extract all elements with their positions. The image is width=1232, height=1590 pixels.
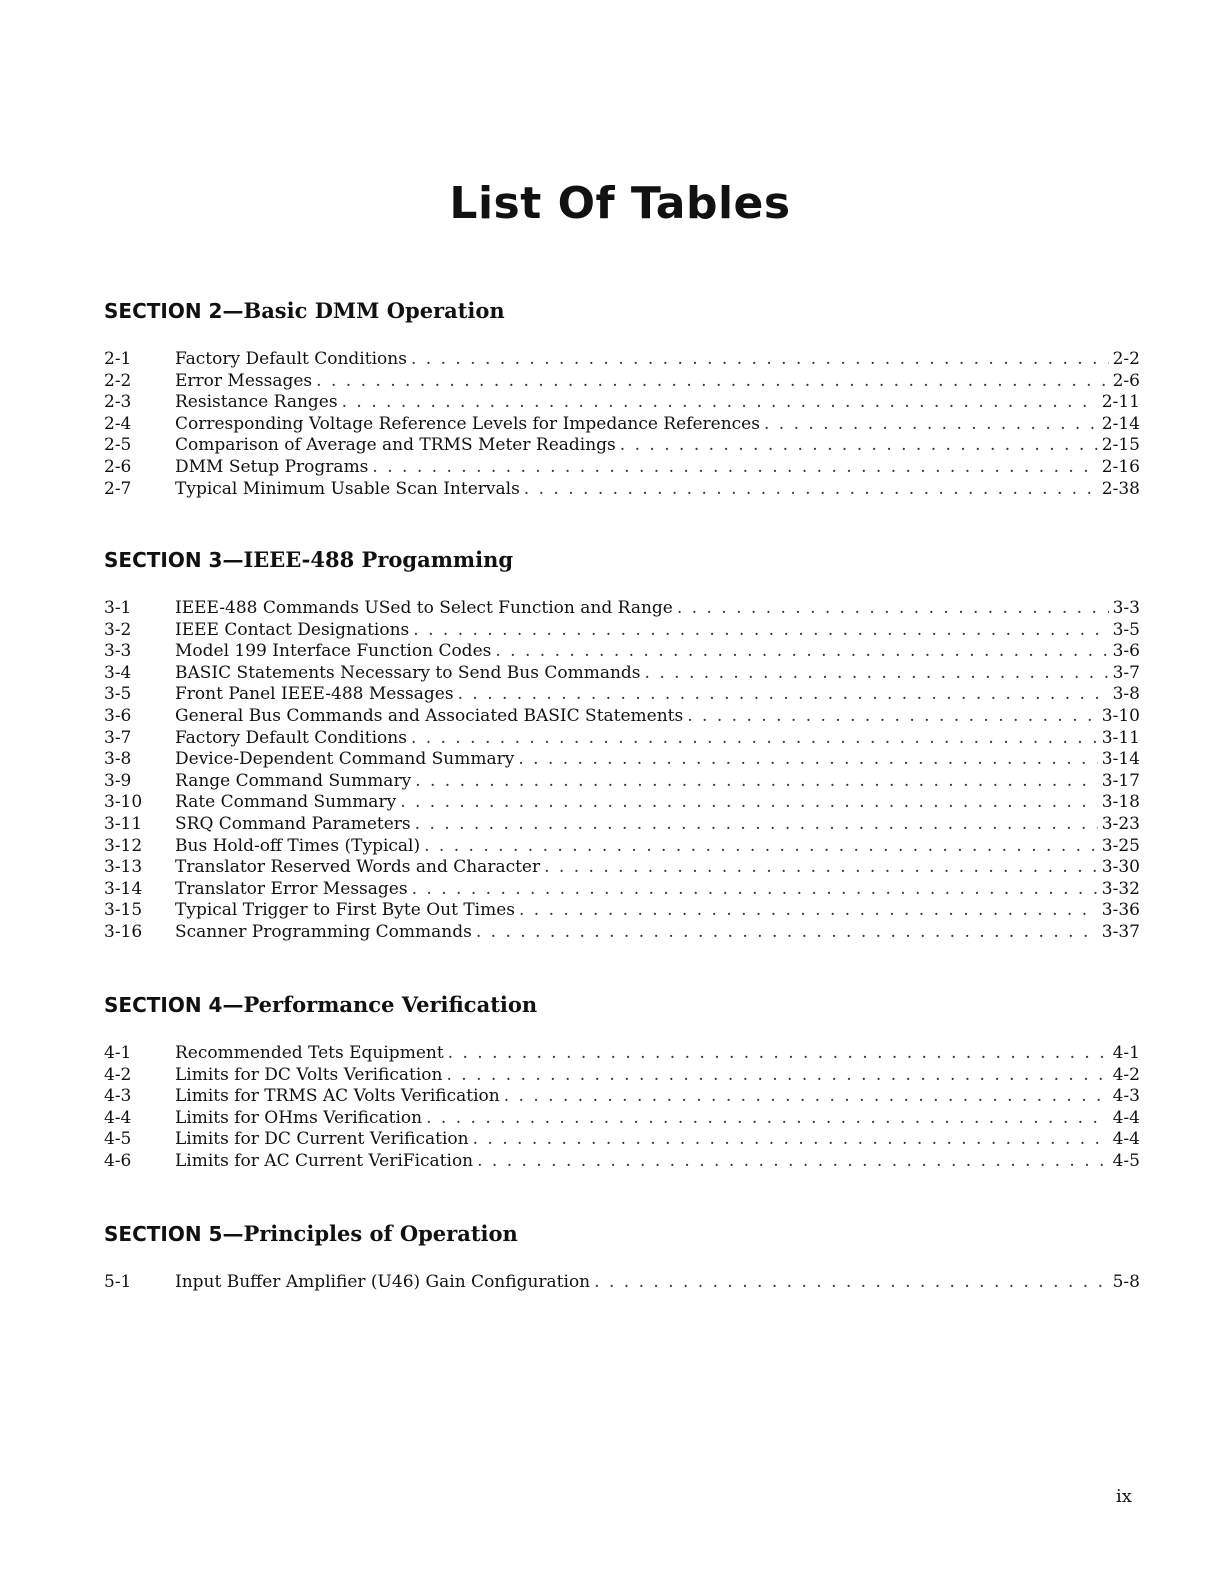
entry-page: 4-5 xyxy=(1112,1150,1140,1171)
entry-number: 4-1 xyxy=(104,1043,132,1063)
entry-number: 2-1 xyxy=(104,349,132,369)
entry-title: General Bus Commands and Associated BASIC Statements xyxy=(175,705,684,726)
toc-entry[interactable] xyxy=(104,836,1140,858)
section-2 xyxy=(104,298,1140,500)
toc-entry[interactable] xyxy=(104,728,1140,750)
entry-title: Resistance Ranges xyxy=(175,392,338,413)
section-5 xyxy=(104,1221,1140,1294)
entry-title: Scanner Programming Commands xyxy=(175,921,472,942)
toc-entry[interactable] xyxy=(104,900,1140,922)
section-heading xyxy=(104,992,1140,1017)
entry-page: 3-3 xyxy=(1112,598,1140,618)
dot-leader xyxy=(620,435,1098,457)
toc-list xyxy=(104,349,1140,500)
entry-number: 4-5 xyxy=(104,1129,132,1150)
entry-number: 3-15 xyxy=(104,900,143,921)
entry-title: Limits for OHms Verification xyxy=(175,1107,423,1128)
entry-number: 3-3 xyxy=(104,641,132,662)
entry-page: 3-8 xyxy=(1112,684,1140,705)
entry-page: 3-17 xyxy=(1101,770,1140,791)
entry-title: Input Buffer Amplifier (U46) Gain Configuration xyxy=(175,1272,591,1292)
dot-leader xyxy=(473,1129,1109,1151)
entry-page: 4-2 xyxy=(1112,1064,1140,1085)
entry-number: 2-7 xyxy=(104,478,132,499)
entry-title: Translator Error Messages xyxy=(175,878,408,899)
entry-title: Limits for DC Volts Verification xyxy=(175,1064,443,1085)
entry-page: 3-23 xyxy=(1101,813,1140,834)
entry-page: 3-30 xyxy=(1101,857,1140,878)
entry-number: 4-6 xyxy=(104,1150,132,1171)
entry-title: Device-Dependent Command Summary xyxy=(175,749,515,770)
dot-leader xyxy=(426,1108,1109,1130)
entry-title: Typical Trigger to First Byte Out Times xyxy=(175,900,515,921)
dot-leader xyxy=(372,457,1097,479)
entry-title: Limits for TRMS AC Volts Verification xyxy=(175,1086,500,1107)
dot-leader xyxy=(424,836,1098,858)
dot-leader xyxy=(524,479,1098,501)
entry-title: Model 199 Interface Function Codes xyxy=(175,641,492,662)
dot-leader xyxy=(645,663,1109,685)
entry-page: 3-6 xyxy=(1112,641,1140,662)
entry-page: 4-4 xyxy=(1112,1129,1140,1150)
entry-page: 2-15 xyxy=(1101,435,1140,456)
entry-page: 2-6 xyxy=(1112,370,1140,391)
entry-number: 2-3 xyxy=(104,392,132,413)
entry-number: 2-5 xyxy=(104,435,132,456)
toc-entry[interactable] xyxy=(104,1129,1140,1151)
toc-entry[interactable] xyxy=(104,749,1140,771)
section-name: —Principles of Operation xyxy=(222,1221,518,1246)
toc-entry[interactable] xyxy=(104,392,1140,414)
entry-number: 3-13 xyxy=(104,857,143,878)
toc-entry[interactable] xyxy=(104,414,1140,436)
dot-leader xyxy=(458,684,1109,706)
dot-leader xyxy=(519,900,1098,922)
entry-title: Limits for DC Current Verification xyxy=(175,1129,469,1150)
entry-number: 3-5 xyxy=(104,684,132,705)
section-label: SECTION 2 xyxy=(104,299,223,323)
toc-entry[interactable] xyxy=(104,771,1140,793)
entry-number: 3-11 xyxy=(104,813,143,834)
entry-page: 3-18 xyxy=(1101,792,1140,813)
entry-title: Typical Minimum Usable Scan Intervals xyxy=(175,478,520,499)
entry-title: IEEE Contact Designations xyxy=(175,619,410,640)
entry-page: 3-7 xyxy=(1112,662,1140,683)
toc-entry[interactable] xyxy=(104,435,1140,457)
entry-number: 3-2 xyxy=(104,619,132,640)
entry-title: Recommended Tets Equipment xyxy=(175,1043,444,1063)
dot-leader xyxy=(412,879,1098,901)
entry-number: 3-16 xyxy=(104,921,143,942)
toc-list xyxy=(104,1043,1140,1173)
dot-leader xyxy=(687,706,1098,728)
entry-number: 4-4 xyxy=(104,1107,132,1128)
dot-leader xyxy=(477,1151,1108,1173)
entry-number: 3-7 xyxy=(104,727,132,748)
entry-page: 3-36 xyxy=(1101,900,1140,921)
toc-entry[interactable] xyxy=(104,663,1140,685)
entry-title: Rate Command Summary xyxy=(175,792,397,813)
entry-page: 4-1 xyxy=(1112,1043,1140,1063)
section-4 xyxy=(104,992,1140,1173)
entry-page: 5-8 xyxy=(1112,1272,1140,1292)
entry-number: 3-12 xyxy=(104,835,143,856)
entry-page: 3-37 xyxy=(1101,921,1140,942)
toc-entry[interactable] xyxy=(104,1108,1140,1130)
dot-leader xyxy=(764,414,1098,436)
toc-entry[interactable] xyxy=(104,1151,1140,1173)
dot-leader xyxy=(415,814,1098,836)
entry-page: 2-11 xyxy=(1101,392,1140,413)
toc-list xyxy=(104,598,1140,944)
dot-leader xyxy=(316,371,1108,393)
toc-entry[interactable] xyxy=(104,1086,1140,1108)
toc-entry[interactable] xyxy=(104,620,1140,642)
section-label: SECTION 5 xyxy=(104,1222,223,1246)
entry-title: Error Messages xyxy=(175,370,313,391)
toc-entry[interactable] xyxy=(104,349,1140,371)
entry-page: 3-14 xyxy=(1101,749,1140,770)
dot-leader xyxy=(342,392,1098,414)
entry-number: 3-14 xyxy=(104,878,143,899)
entry-number: 3-8 xyxy=(104,749,132,770)
entry-number: 3-9 xyxy=(104,770,132,791)
entry-title: Factory Default Conditions xyxy=(175,349,407,369)
entry-page: 4-3 xyxy=(1112,1086,1140,1107)
entry-title: Comparison of Average and TRMS Meter Readings xyxy=(175,435,616,456)
toc-entry[interactable] xyxy=(104,1065,1140,1087)
entry-page: 3-25 xyxy=(1101,835,1140,856)
dot-leader xyxy=(495,641,1108,663)
entry-title: Limits for AC Current VeriFication xyxy=(175,1150,474,1171)
entry-title: Range Command Summary xyxy=(175,770,412,791)
entry-page: 3-32 xyxy=(1101,878,1140,899)
toc-entry[interactable] xyxy=(104,792,1140,814)
entry-page: 4-4 xyxy=(1112,1107,1140,1128)
entry-page: 3-11 xyxy=(1101,727,1140,748)
section-label: SECTION 4 xyxy=(104,993,223,1017)
section-label: SECTION 3 xyxy=(104,548,223,572)
toc-entry[interactable] xyxy=(104,598,1140,620)
toc-entry[interactable] xyxy=(104,479,1140,501)
entry-title: Translator Reserved Words and Character xyxy=(175,857,541,878)
entry-number: 4-2 xyxy=(104,1064,132,1085)
toc-entry[interactable] xyxy=(104,857,1140,879)
entry-page: 3-10 xyxy=(1101,705,1140,726)
entry-title: SRQ Command Parameters xyxy=(175,813,411,834)
toc-entry[interactable] xyxy=(104,922,1140,944)
entry-title: Bus Hold-off Times (Typical) xyxy=(175,835,421,856)
entry-page: 2-38 xyxy=(1101,478,1140,499)
page-number: ix xyxy=(1116,1486,1132,1507)
dot-leader xyxy=(677,598,1109,620)
section-name: —Basic DMM Operation xyxy=(222,298,505,323)
dot-leader xyxy=(518,749,1097,771)
dot-leader xyxy=(594,1272,1108,1294)
section-heading xyxy=(104,298,1140,323)
entry-number: 3-4 xyxy=(104,662,132,683)
dot-leader xyxy=(413,620,1108,642)
toc-entry[interactable] xyxy=(104,1043,1140,1065)
dot-leader xyxy=(415,771,1098,793)
section-heading xyxy=(104,1221,1140,1246)
entry-number: 3-1 xyxy=(104,598,132,618)
entry-number: 3-6 xyxy=(104,705,132,726)
entry-title: Front Panel IEEE-488 Messages xyxy=(175,684,454,705)
entry-title: Factory Default Conditions xyxy=(175,727,407,748)
entry-page: 3-5 xyxy=(1112,619,1140,640)
entry-number: 3-10 xyxy=(104,792,143,813)
toc-entry[interactable] xyxy=(104,457,1140,479)
dot-leader xyxy=(544,857,1098,879)
section-name: —Performance Verification xyxy=(222,992,538,1017)
section-name: —IEEE-488 Progamming xyxy=(222,547,514,572)
toc-entry[interactable] xyxy=(104,684,1140,706)
toc-entry[interactable] xyxy=(104,371,1140,393)
entry-title: IEEE-488 Commands USed to Select Function and Range xyxy=(175,598,673,618)
dot-leader xyxy=(446,1065,1108,1087)
dot-leader xyxy=(448,1043,1109,1065)
entry-number: 5-1 xyxy=(104,1272,132,1292)
dot-leader xyxy=(400,792,1098,814)
entry-number: 2-2 xyxy=(104,370,132,391)
entry-page: 2-16 xyxy=(1101,456,1140,477)
section-3 xyxy=(104,547,1140,944)
entry-number: 4-3 xyxy=(104,1086,132,1107)
entry-page: 2-2 xyxy=(1112,349,1140,369)
entry-number: 2-6 xyxy=(104,456,132,477)
entry-title: Corresponding Voltage Reference Levels for Impedance References xyxy=(175,413,760,434)
page-title: List Of Tables xyxy=(449,178,791,229)
toc-entry[interactable] xyxy=(104,879,1140,901)
dot-leader xyxy=(504,1086,1109,1108)
toc-list xyxy=(104,1272,1140,1294)
dot-leader xyxy=(411,728,1098,750)
toc-entry[interactable] xyxy=(104,1272,1140,1294)
dot-leader xyxy=(411,349,1109,371)
toc-entry[interactable] xyxy=(104,641,1140,663)
dot-leader xyxy=(476,922,1098,944)
toc-entry[interactable] xyxy=(104,706,1140,728)
section-heading xyxy=(104,547,1140,572)
entry-page: 2-14 xyxy=(1101,413,1140,434)
toc-entry[interactable] xyxy=(104,814,1140,836)
entry-title: BASIC Statements Necessary to Send Bus Commands xyxy=(175,662,641,683)
entry-number: 2-4 xyxy=(104,413,132,434)
entry-title: DMM Setup Programs xyxy=(175,456,369,477)
